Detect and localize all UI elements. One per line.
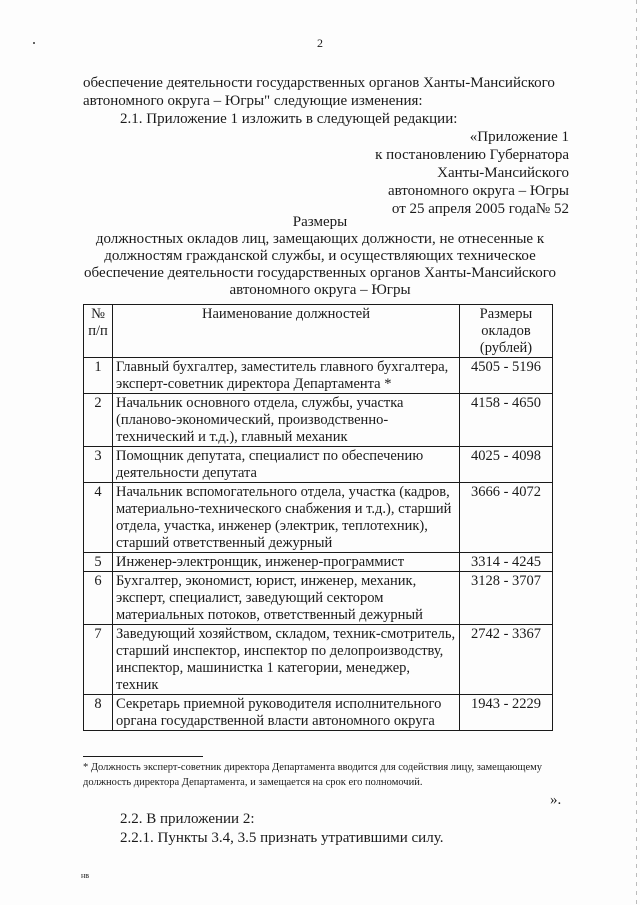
closing-quote: ». [550, 792, 562, 808]
table-header-row [84, 305, 553, 358]
intro-line-2: автономного округа – Югры" следующие изменения: [83, 93, 423, 109]
page-number: 2 [317, 36, 323, 50]
table-row [84, 695, 553, 731]
item-2-2: 2.2. В приложении 2: [120, 811, 255, 827]
row-number: 6 [84, 572, 113, 625]
table-row [84, 483, 553, 553]
row-position-name: Помощник депутата, специалист по обеспечению деятельности депутата [113, 447, 460, 483]
header-salary-range: Размеры окладов (рублей) [460, 305, 553, 358]
row-position-name: Инженер-электронщик, инженер-программист [113, 553, 460, 572]
table-title [0, 214, 640, 299]
appendix-ref-line-1: «Приложение 1 [469, 129, 569, 145]
table-row [84, 553, 553, 572]
item-2-2-1: 2.2.1. Пункты 3.4, 3.5 признать утратившими силу. [120, 830, 444, 846]
row-number: 4 [84, 483, 113, 553]
row-salary-range: 4158 - 4650 [460, 394, 553, 447]
title-line-5: автономного округа – Югры [229, 282, 411, 298]
row-number: 8 [84, 695, 113, 731]
row-position-name: Главный бухгалтер, заместитель главного бухгалтера, эксперт-советник директора Департамента * [113, 358, 460, 394]
appendix-ref-line-5: от 25 апреля 2005 года№ 52 [391, 201, 569, 217]
row-salary-range: 3666 - 4072 [460, 483, 553, 553]
row-position-name: Начальник вспомогательного отдела, участка (кадров, материально-технического снабжения и т.д.), старший отдела, участка, инженер (электрик, теплотехник), старший ответственный дежурный [113, 483, 460, 553]
row-number: 1 [84, 358, 113, 394]
row-position-name: Начальник основного отдела, службы, участка (планово-экономический, производственно-технический и т.д.), главный механик [113, 394, 460, 447]
row-salary-range: 4025 - 4098 [460, 447, 553, 483]
header-number: № п/п [84, 305, 113, 358]
row-number: 7 [84, 625, 113, 695]
appendix-ref-line-4: автономного округа – Югры [387, 183, 569, 199]
row-salary-range: 3314 - 4245 [460, 553, 553, 572]
row-position-name: Бухгалтер, экономист, юрист, инженер, механик, эксперт, специалист, заведующий сектором материальных потоков, ответственный дежурный [113, 572, 460, 625]
salary-table [83, 304, 553, 731]
row-salary-range: 4505 - 5196 [460, 358, 553, 394]
row-number: 5 [84, 553, 113, 572]
row-number: 3 [84, 447, 113, 483]
corner-marker: нв [81, 871, 90, 880]
header-position-name: Наименование должностей [113, 305, 460, 358]
intro-line-1: обеспечение деятельности государственных органов Ханты-Мансийского [83, 75, 555, 91]
row-salary-range: 1943 - 2229 [460, 695, 553, 731]
table-row [84, 447, 553, 483]
title-line-4: обеспечение деятельности государственных органов Ханты-Мансийского [84, 265, 556, 281]
appendix-ref-line-3: Ханты-Мансийского [437, 165, 569, 181]
appendix-ref-line-2: к постановлению Губернатора [375, 147, 569, 163]
title-line-1: Размеры [292, 214, 348, 230]
table-row [84, 358, 553, 394]
table-row [84, 625, 553, 695]
table-row [84, 572, 553, 625]
row-salary-range: 3128 - 3707 [460, 572, 553, 625]
footnote-divider [83, 756, 203, 757]
appendix-reference [375, 128, 569, 218]
footnote: * Должность эксперт-советник директора Департамента вводится для содействия лицу, замещающему должность директора Департамента, и замещается на срок его полномочий. [83, 762, 543, 788]
title-line-3: должностям гражданской службы, и осуществляющих техническое [104, 248, 536, 264]
row-position-name: Секретарь приемной руководителя исполнительного органа государственной власти автономного округа [113, 695, 460, 731]
row-salary-range: 2742 - 3367 [460, 625, 553, 695]
table-row [84, 394, 553, 447]
scan-edge [636, 0, 637, 905]
row-number: 2 [84, 394, 113, 447]
row-position-name: Заведующий хозяйством, складом, техник-смотритель, старший инспектор, инспектор по делопроизводству, инспектор, машинистка 1 категории, менеджер, техник [113, 625, 460, 695]
title-line-2: должностных окладов лиц, замещающих должности, не отнесенные к [95, 231, 545, 247]
item-2-1: 2.1. Приложение 1 изложить в следующей редакции: [120, 111, 458, 127]
